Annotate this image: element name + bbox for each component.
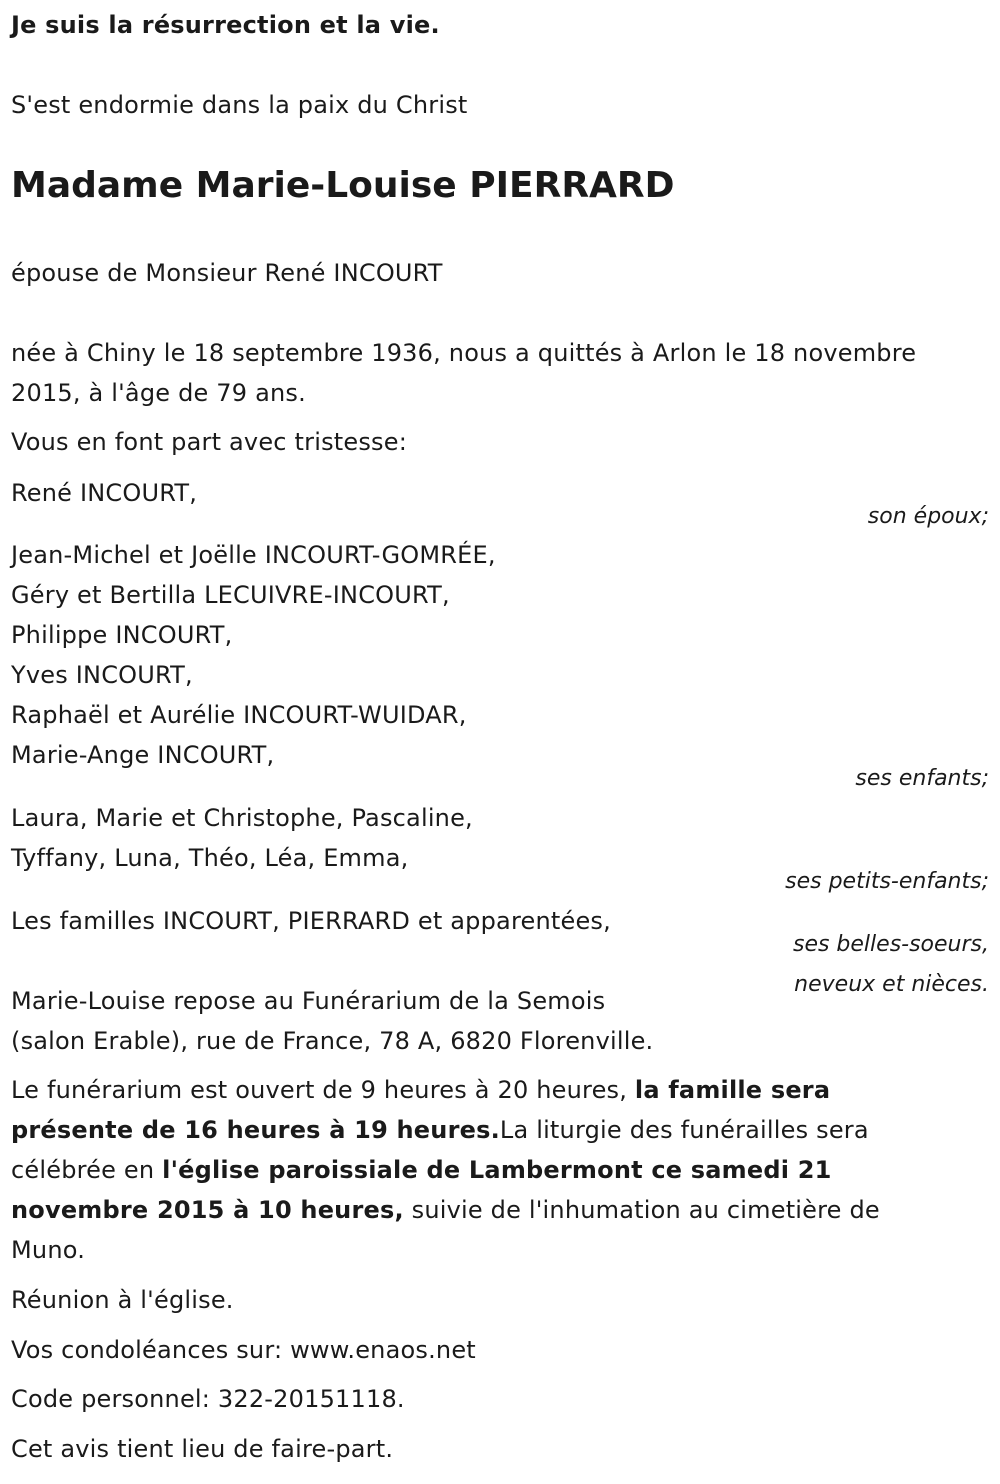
notice-line: Cet avis tient lieu de faire-part. [11, 1435, 394, 1463]
funeral-line-4 [11, 1190, 880, 1230]
funeral-text: suivie de l'inhumation au cimetière de [403, 1196, 880, 1224]
announcement: Vous en font part avec tristesse: [11, 428, 408, 456]
families-role-1: ses belles-soeurs, [792, 932, 989, 957]
condolences-line: Vos condoléances sur: www.enaos.net [11, 1336, 476, 1364]
spouse-name: René INCOURT, [11, 479, 198, 507]
funeral-line-1 [11, 1070, 830, 1110]
children-role: ses enfants; [855, 766, 989, 791]
birth-line-1: née à Chiny le 18 septembre 1936, nous a quittés à Arlon le 18 novembre [11, 339, 917, 367]
bible-verse: Je suis la résurrection et la vie. [11, 11, 440, 39]
child-name: Marie-Ange INCOURT, [11, 741, 275, 769]
funeral-text: La liturgie des funérailles sera [499, 1116, 869, 1144]
meeting-line: Réunion à l'église. [11, 1286, 234, 1314]
deceased-name: Madame Marie-Louise PIERRARD [11, 165, 675, 206]
spouse-role: son époux; [867, 504, 989, 529]
grandchildren-role: ses petits-enfants; [785, 869, 989, 894]
birth-line-2: 2015, à l'âge de 79 ans. [11, 379, 306, 407]
grandchildren-line: Laura, Marie et Christophe, Pascaline, [11, 804, 473, 832]
child-name: Géry et Bertilla LECUIVRE-INCOURT, [11, 581, 450, 609]
families-line: Les familles INCOURT, PIERRARD et apparentées, [11, 907, 611, 935]
funeral-text-bold: l'église paroissiale de Lambermont ce samedi 21 [162, 1156, 832, 1184]
funeral-text: Muno. [11, 1236, 86, 1264]
repose-line-1: Marie-Louise repose au Funérarium de la Semois [11, 987, 606, 1015]
intro-text: S'est endormie dans la paix du Christ [11, 91, 468, 119]
funeral-text-bold: novembre 2015 à 10 heures, [11, 1196, 404, 1224]
funeral-text-bold: la famille sera [634, 1076, 831, 1104]
funeral-line-5 [11, 1230, 85, 1270]
child-name: Yves INCOURT, [11, 661, 193, 689]
child-name: Jean-Michel et Joëlle INCOURT-GOMRÉE, [11, 541, 496, 569]
grandchildren-line: Tyffany, Luna, Théo, Léa, Emma, [11, 844, 409, 872]
spouse-line: épouse de Monsieur René INCOURT [11, 259, 443, 287]
funeral-line-3 [11, 1150, 832, 1190]
funeral-line-2 [11, 1110, 869, 1150]
child-name: Raphaël et Aurélie INCOURT-WUIDAR, [11, 701, 467, 729]
funeral-text-bold: présente de 16 heures à 19 heures. [11, 1116, 500, 1144]
personal-code-line: Code personnel: 322-20151118. [11, 1385, 405, 1413]
child-name: Philippe INCOURT, [11, 621, 233, 649]
repose-line-2: (salon Erable), rue de France, 78 A, 6820 Florenville. [11, 1027, 654, 1055]
funeral-text: célébrée en [11, 1156, 163, 1184]
funeral-text: Le funérarium est ouvert de 9 heures à 20 heures, [11, 1076, 635, 1104]
families-role-2: neveux et nièces. [794, 972, 989, 997]
